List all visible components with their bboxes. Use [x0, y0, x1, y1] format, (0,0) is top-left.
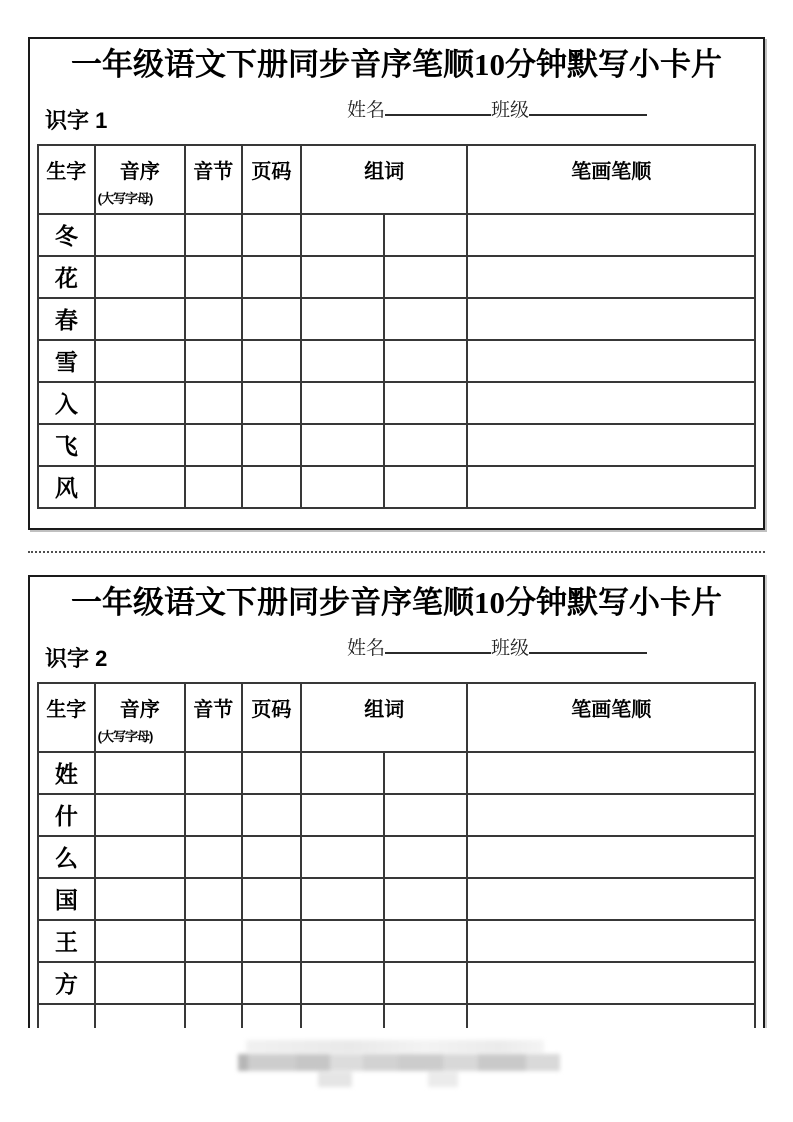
word-cell-1 [301, 256, 384, 298]
character-cell [38, 1004, 95, 1028]
syllable-cell [185, 340, 242, 382]
character-cell: 什 [38, 794, 95, 836]
word-cell-2 [384, 878, 468, 920]
page-cell [242, 298, 302, 340]
card-title: 一年级语文下册同步音序笔顺10分钟默写小卡片 [71, 47, 722, 82]
table-row [38, 962, 755, 1004]
table-row [38, 1004, 755, 1028]
header-words: 组词 [301, 683, 467, 752]
name-label: 姓名 [347, 99, 386, 121]
watermark-tail [428, 1072, 458, 1087]
phonetic-cell [95, 878, 185, 920]
header-phonetic-note: (大写字母) [97, 728, 153, 744]
table-row [38, 836, 755, 878]
page-cell [242, 256, 302, 298]
word-cell-1 [301, 836, 384, 878]
word-cell-2 [384, 794, 468, 836]
syllable-cell [185, 382, 242, 424]
page-cell [242, 1004, 302, 1028]
header-words: 组词 [301, 145, 467, 214]
header-phonetic [95, 683, 185, 752]
syllable-cell [185, 1004, 242, 1028]
character-cell: 姓 [38, 752, 95, 794]
strokes-cell [467, 382, 755, 424]
dashed-cut-line [28, 551, 765, 553]
page-cell [242, 466, 302, 508]
syllable-cell [185, 214, 242, 256]
header-phonetic-note: (大写字母) [97, 190, 153, 206]
card-title: 一年级语文下册同步音序笔顺10分钟默写小卡片 [71, 585, 722, 620]
blurred-watermark [238, 1040, 560, 1088]
header-strokes: 笔画笔顺 [467, 683, 755, 752]
character-cell: 飞 [38, 424, 95, 466]
word-cell-1 [301, 1004, 384, 1028]
phonetic-cell [95, 424, 185, 466]
page-cell [242, 878, 302, 920]
page-cell [242, 794, 302, 836]
name-class-line [347, 95, 647, 122]
word-cell-1 [301, 214, 384, 256]
word-cell-2 [384, 214, 468, 256]
name-label: 姓名 [347, 637, 386, 659]
phonetic-cell [95, 382, 185, 424]
watermark-tail [318, 1072, 352, 1087]
header-syllable: 音节 [185, 145, 242, 214]
phonetic-cell [95, 836, 185, 878]
table-row [38, 424, 755, 466]
class-label: 班级 [491, 637, 530, 659]
word-cell-1 [301, 962, 384, 1004]
class-label: 班级 [491, 99, 530, 121]
strokes-cell [467, 340, 755, 382]
syllable-cell [185, 466, 242, 508]
page-cell [242, 752, 302, 794]
phonetic-cell [95, 1004, 185, 1028]
word-cell-1 [301, 794, 384, 836]
table-row [38, 466, 755, 508]
word-cell-1 [301, 752, 384, 794]
syllable-cell [185, 878, 242, 920]
phonetic-cell [95, 340, 185, 382]
syllable-cell [185, 256, 242, 298]
strokes-cell [467, 298, 755, 340]
card-meta [37, 621, 756, 682]
strokes-cell [467, 794, 755, 836]
phonetic-cell [95, 794, 185, 836]
word-cell-2 [384, 298, 468, 340]
word-cell-1 [301, 298, 384, 340]
phonetic-cell [95, 298, 185, 340]
strokes-cell [467, 1004, 755, 1028]
word-cell-2 [384, 752, 468, 794]
header-phonetic-label: 音序 [119, 160, 160, 183]
header-syllable: 音节 [185, 683, 242, 752]
word-cell-1 [301, 920, 384, 962]
word-cell-1 [301, 424, 384, 466]
word-cell-2 [384, 1004, 468, 1028]
character-cell: 国 [38, 878, 95, 920]
character-cell: 么 [38, 836, 95, 878]
page-cell [242, 920, 302, 962]
header-page: 页码 [242, 145, 302, 214]
phonetic-cell [95, 466, 185, 508]
worksheet-table-2 [37, 682, 756, 1028]
class-blank [529, 637, 647, 654]
header-phonetic [95, 145, 185, 214]
table-row [38, 794, 755, 836]
table-row [38, 298, 755, 340]
table-row [38, 340, 755, 382]
section-label: 识字 2 [45, 645, 108, 671]
syllable-cell [185, 424, 242, 466]
character-cell: 春 [38, 298, 95, 340]
page-cell [242, 424, 302, 466]
word-cell-1 [301, 466, 384, 508]
header-char: 生字 [38, 683, 95, 752]
strokes-cell [467, 962, 755, 1004]
card-meta [37, 83, 756, 144]
strokes-cell [467, 836, 755, 878]
page-cell [242, 962, 302, 1004]
character-cell: 王 [38, 920, 95, 962]
syllable-cell [185, 836, 242, 878]
page-cell [242, 214, 302, 256]
word-cell-1 [301, 340, 384, 382]
word-cell-2 [384, 466, 468, 508]
name-blank [385, 637, 491, 654]
header-char: 生字 [38, 145, 95, 214]
worksheet-card-2 [28, 575, 765, 1028]
table-row [38, 256, 755, 298]
phonetic-cell [95, 920, 185, 962]
table-row [38, 214, 755, 256]
page-cell [242, 340, 302, 382]
strokes-cell [467, 466, 755, 508]
phonetic-cell [95, 962, 185, 1004]
character-cell: 入 [38, 382, 95, 424]
table-row [38, 878, 755, 920]
worksheet-table-1 [37, 144, 756, 509]
header-phonetic-label: 音序 [119, 698, 160, 721]
syllable-cell [185, 298, 242, 340]
syllable-cell [185, 752, 242, 794]
header-page: 页码 [242, 683, 302, 752]
character-cell: 风 [38, 466, 95, 508]
word-cell-2 [384, 340, 468, 382]
name-class-line [347, 633, 647, 660]
name-blank [385, 99, 491, 116]
character-cell: 冬 [38, 214, 95, 256]
syllable-cell [185, 920, 242, 962]
phonetic-cell [95, 214, 185, 256]
character-cell: 雪 [38, 340, 95, 382]
header-row [38, 145, 755, 214]
word-cell-2 [384, 256, 468, 298]
word-cell-2 [384, 424, 468, 466]
character-cell: 方 [38, 962, 95, 1004]
table-row [38, 752, 755, 794]
header-strokes: 笔画笔顺 [467, 145, 755, 214]
strokes-cell [467, 256, 755, 298]
header-row [38, 683, 755, 752]
worksheet-card-1 [28, 37, 765, 530]
table-row [38, 920, 755, 962]
word-cell-2 [384, 382, 468, 424]
character-cell: 花 [38, 256, 95, 298]
class-blank [529, 99, 647, 116]
word-cell-1 [301, 878, 384, 920]
word-cell-2 [384, 836, 468, 878]
page-cell [242, 382, 302, 424]
strokes-cell [467, 424, 755, 466]
strokes-cell [467, 920, 755, 962]
phonetic-cell [95, 256, 185, 298]
syllable-cell [185, 962, 242, 1004]
strokes-cell [467, 214, 755, 256]
word-cell-1 [301, 382, 384, 424]
table-row [38, 382, 755, 424]
strokes-cell [467, 878, 755, 920]
word-cell-2 [384, 920, 468, 962]
syllable-cell [185, 794, 242, 836]
strokes-cell [467, 752, 755, 794]
phonetic-cell [95, 752, 185, 794]
page-cell [242, 836, 302, 878]
watermark-line-top [246, 1040, 544, 1053]
section-label: 识字 1 [45, 107, 108, 133]
word-cell-2 [384, 962, 468, 1004]
watermark-line-main [238, 1054, 560, 1071]
